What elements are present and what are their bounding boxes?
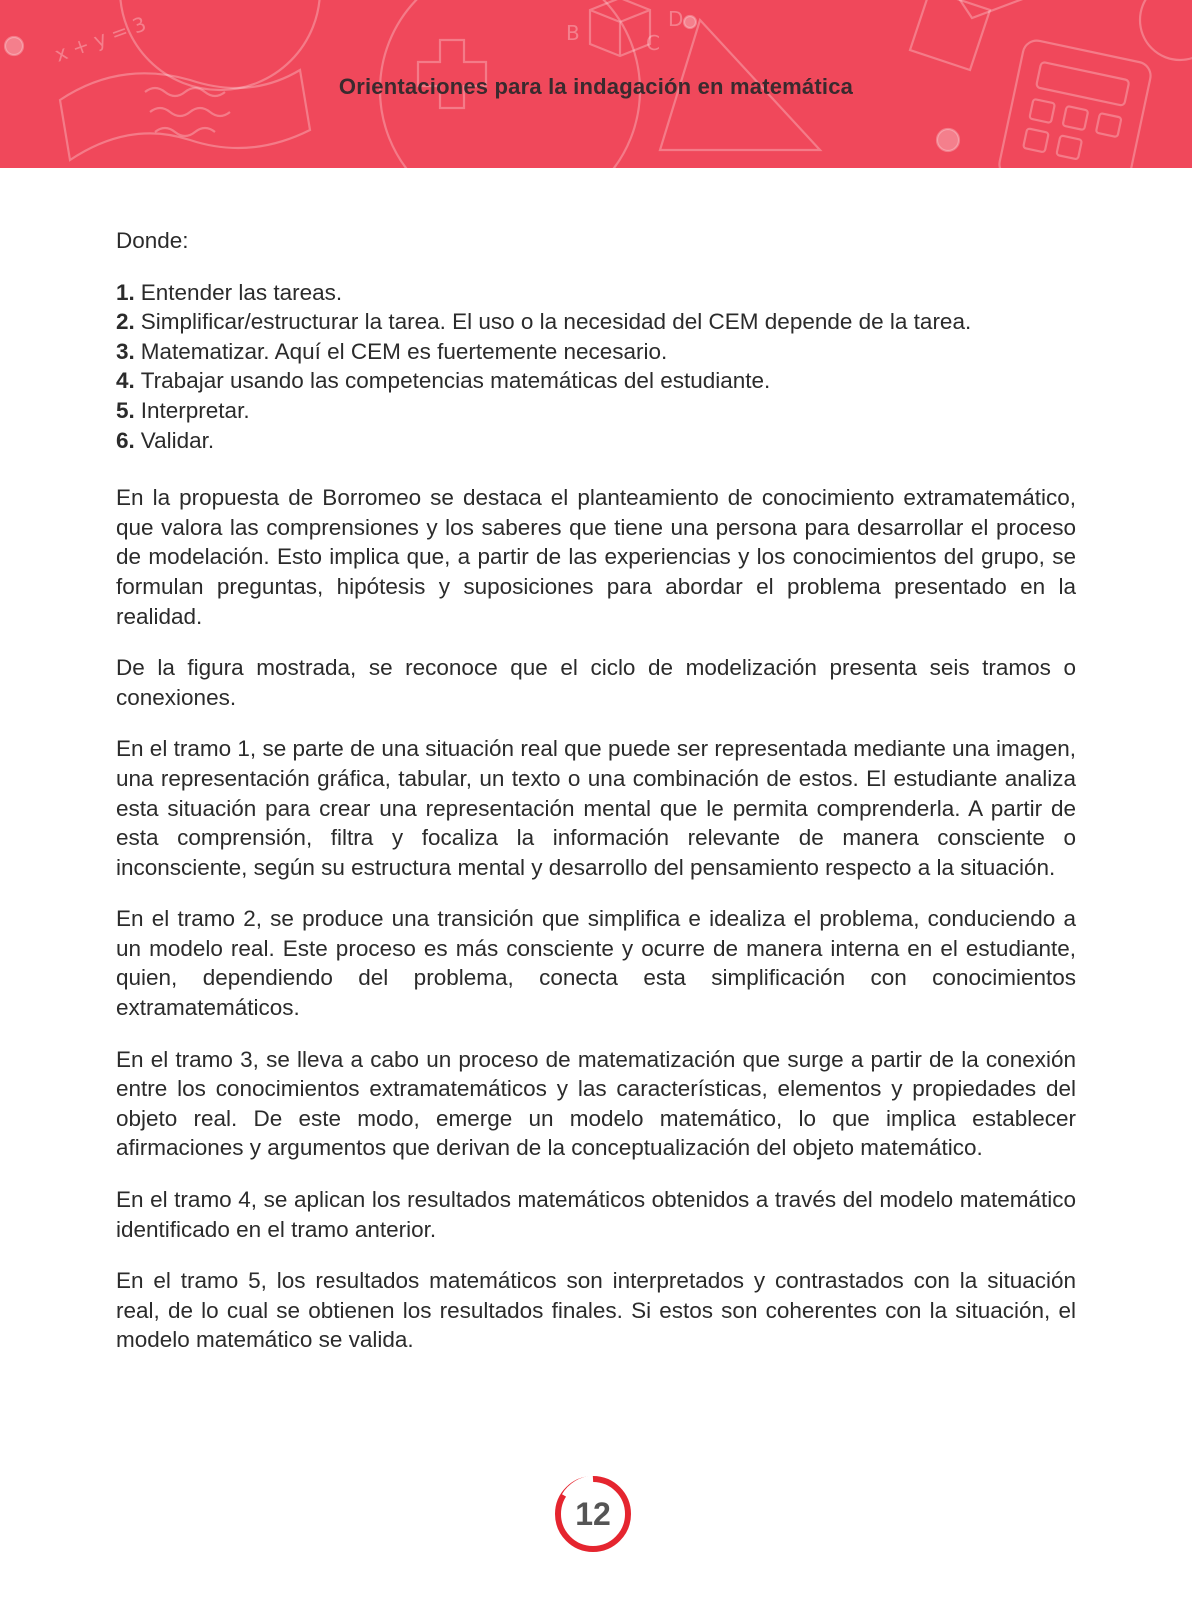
step-number: 5. bbox=[116, 397, 135, 423]
paragraph-tramo-5: En el tramo 5, los resultados matemáticos son interpretados y contrastados con la situación real, de lo cual se obtienen los resultados finales. Si estos son coherentes con la situación, el modelo matemático se valida. bbox=[116, 1268, 1076, 1353]
step-text: Validar. bbox=[140, 427, 215, 453]
paragraph-tramo-2: En el tramo 2, se produce una transición que simplifica e idealiza el problema, conduciendo a un modelo real. Este proceso es más consciente y ocurre de manera interna en el estudiante, quien, dependiendo del problema, conecta esta simplificación con conocimientos extramatemáticos. bbox=[116, 906, 1076, 1021]
page-number-badge bbox=[553, 1474, 633, 1554]
step-number: 4. bbox=[116, 368, 135, 394]
doodle-calculator-icon bbox=[997, 38, 1153, 168]
paragraph-borromeo: En la propuesta de Borromeo se destaca el planteamiento de conocimiento extramatemático, que valora las comprensiones y los saberes que tiene una persona para desarrollar el proceso de modelación. Esto implica que, a partir de las experiencias y los conocimientos del grupo, se formulan preguntas, hipótesis y suposiciones para abordar el problema presentado en la realidad. bbox=[116, 485, 1076, 629]
header-title: Orientaciones para la indagación en matemática bbox=[338, 74, 854, 99]
paragraph-tramo-4: En el tramo 4, se aplican los resultados matemáticos obtenidos a través del modelo matemático identificado en el tramo anterior. bbox=[116, 1187, 1076, 1242]
step-text: Simplificar/estructurar la tarea. El uso o la necesidad del CEM depende de la tarea. bbox=[140, 309, 972, 335]
doodle-arc-icon bbox=[1140, 0, 1192, 60]
step-number: 3. bbox=[116, 338, 135, 364]
paragraph-tramo-1: En el tramo 1, se parte de una situación real que puede ser representada mediante una imagen, una representación gráfica, tabular, un texto o una combinación de estos. El estudiante analiza esta situación para crear una representación mental que le permita comprenderla. A partir de esta comprensión, filtra y focaliza la información relevante de manera consciente o inconsciente, según su estructura mental y desarrollo del pensamiento respecto a la situación. bbox=[116, 736, 1076, 880]
intro-text: Donde: bbox=[116, 228, 189, 253]
doodle-ruler-icon bbox=[910, 0, 990, 70]
page-content bbox=[116, 226, 1076, 1377]
list-item bbox=[116, 337, 1076, 367]
step-number: 2. bbox=[116, 309, 135, 335]
page-number: 12 bbox=[575, 1496, 611, 1532]
list-item bbox=[116, 278, 1076, 308]
step-number: 1. bbox=[116, 279, 135, 305]
step-text: Matematizar. Aquí el CEM es fuertemente necesario. bbox=[140, 338, 668, 364]
paragraph-tramo-3: En el tramo 3, se lleva a cabo un proceso de matematización que surge a partir de la conexión entre los conocimientos extramatemáticos y las características, elementos y propiedades del objeto real. De este modo, emerge un modelo matemático, lo que implica establecer afirmaciones y argumentos que derivan de la conceptualización del objeto matemático. bbox=[116, 1046, 1076, 1161]
paragraph-figure: De la figura mostrada, se reconoce que el ciclo de modelización presenta seis tramos o conexiones. bbox=[116, 655, 1076, 710]
doodle-letter-d: D bbox=[668, 7, 684, 31]
doodle-dot-icon bbox=[5, 37, 23, 55]
steps-list bbox=[116, 278, 1076, 456]
list-item bbox=[116, 396, 1076, 426]
step-number: 6. bbox=[116, 427, 135, 453]
page-header bbox=[0, 0, 1192, 168]
list-item bbox=[116, 426, 1076, 456]
step-text: Entender las tareas. bbox=[140, 279, 343, 305]
doodle-cube-icon bbox=[590, 0, 650, 56]
list-item bbox=[116, 366, 1076, 396]
doodle-letter-c: C bbox=[646, 31, 660, 55]
doodle-formula: x + y = 3 bbox=[51, 11, 150, 67]
doodle-letter-b: B bbox=[566, 21, 580, 45]
step-text: Interpretar. bbox=[140, 397, 250, 423]
doodle-pencil-icon bbox=[960, 0, 1052, 18]
list-item bbox=[116, 307, 1076, 337]
step-text: Trabajar usando las competencias matemáticas del estudiante. bbox=[140, 368, 771, 394]
